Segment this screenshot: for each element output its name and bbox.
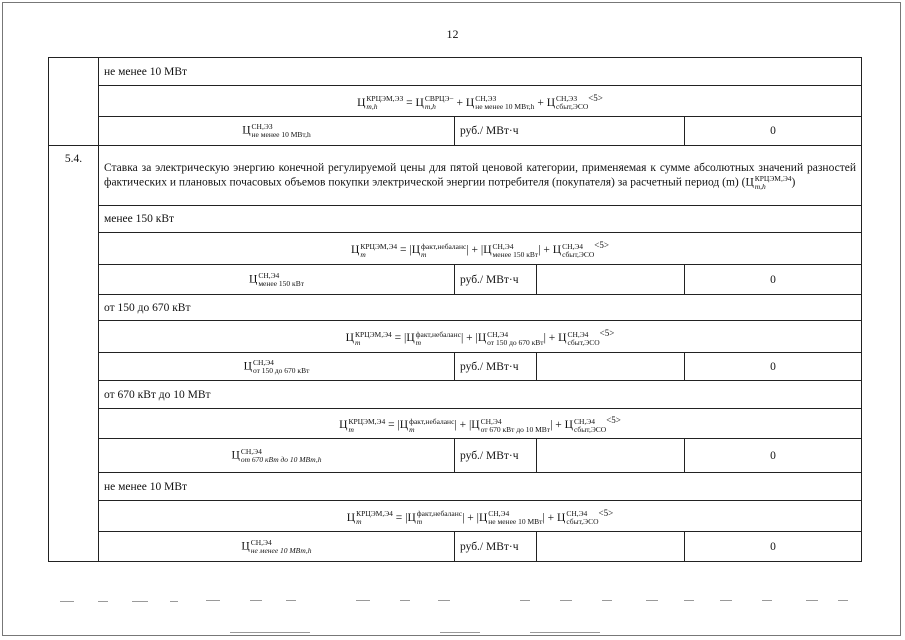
- symbol-cell: Ц СН,Э4 не менее 10 МВт,h: [99, 532, 455, 562]
- formula: Ц КРЦЭМ,Э4 m = |Ц факт,небаланс m | + |Ц СН,Э4 не менее 10 МВт | + Ц СН,Э4 сбыт,ЭСО $^{<5>}$: [99, 501, 862, 532]
- unit-cell: руб./ МВт·ч: [455, 353, 537, 381]
- formula: Ц КРЦЭМ,Э4 m = |Ц факт,небаланс m | + |Ц СН,Э4 от 150 до 670 кВт | + Ц СН,Э4 сбыт,ЭСО $^{<5>}$: [99, 321, 862, 353]
- formula: Ц КРЦЭМ,Э4 m = |Ц факт,небаланс m | + |Ц СН,Э4 менее 150 кВт | + Ц СН,Э4 сбыт,ЭСО $^{<5>}$: [99, 233, 862, 265]
- table-row: [49, 86, 862, 117]
- symbol-cell: Ц СН,Э4 менее 150 кВт: [99, 265, 455, 295]
- table-row: [49, 321, 862, 353]
- unit-cell: руб./ МВт·ч: [455, 439, 537, 473]
- symbol-cell: Ц СН,ЭЗ не менее 10 МВт,h: [99, 117, 455, 146]
- formula: Ц КРЦЭМ,Э4 m = |Ц факт,небаланс m | + |Ц СН,Э4 от 670 кВт до 10 МВт | + Ц СН,Э4 сбыт,ЭСО $^{<5>}$: [99, 409, 862, 439]
- empty-cell: [537, 265, 685, 295]
- range-label: не менее 10 МВт: [99, 58, 862, 86]
- table-row: [49, 146, 862, 206]
- table-row: [49, 58, 862, 86]
- unit-cell: руб./ МВт·ч: [455, 117, 685, 146]
- table-row: [49, 265, 862, 295]
- section-number: 5.4.: [49, 146, 99, 562]
- empty-cell: [537, 439, 685, 473]
- value-cell: 0: [685, 117, 862, 146]
- table-row: [49, 233, 862, 265]
- range-label: от 150 до 670 кВт: [99, 295, 862, 321]
- empty-cell: [537, 353, 685, 381]
- table-row: [49, 381, 862, 409]
- range-label: не менее 10 МВт: [99, 473, 862, 501]
- symbol-cell: Ц СН,Э4 от 150 до 670 кВт: [99, 353, 455, 381]
- formula: Ц КРЦЭМ,ЭЗ m,h = Ц СВРЦЭ− m,h + Ц СН,ЭЗ не менее 10 МВт,h + Ц СН,ЭЗ сбыт,ЭСО $^{<5>}$: [99, 86, 862, 117]
- table-row: [49, 532, 862, 562]
- table-row: [49, 295, 862, 321]
- tariff-table: [48, 57, 862, 562]
- table-row: [49, 353, 862, 381]
- value-cell: 0: [685, 439, 862, 473]
- symbol-cell: Ц СН,Э4 от 670 кВт до 10 МВт,h: [99, 439, 455, 473]
- table-row: [49, 117, 862, 146]
- section-description: Ставка за электрическую энергию конечной регулируемой цены для пятой ценовой категории, применяемая к сумме абсолютных значений разностей фактических и плановых почасовых объемов покупки электрической энергии потребителя (покупателя) за расчетный период (m) (Ц КРЦЭМ,Э4 m,h ): [99, 146, 862, 206]
- table-row: [49, 206, 862, 233]
- empty-number-cell: [49, 58, 99, 146]
- value-cell: 0: [685, 353, 862, 381]
- empty-cell: [537, 532, 685, 562]
- table-row: [49, 439, 862, 473]
- unit-cell: руб./ МВт·ч: [455, 532, 537, 562]
- table-row: [49, 473, 862, 501]
- value-cell: 0: [685, 265, 862, 295]
- table-row: [49, 409, 862, 439]
- range-label: от 670 кВт до 10 МВт: [99, 381, 862, 409]
- unit-cell: руб./ МВт·ч: [455, 265, 537, 295]
- range-label: менее 150 кВт: [99, 206, 862, 233]
- table-row: [49, 501, 862, 532]
- value-cell: 0: [685, 532, 862, 562]
- page-number: 12: [446, 27, 459, 41]
